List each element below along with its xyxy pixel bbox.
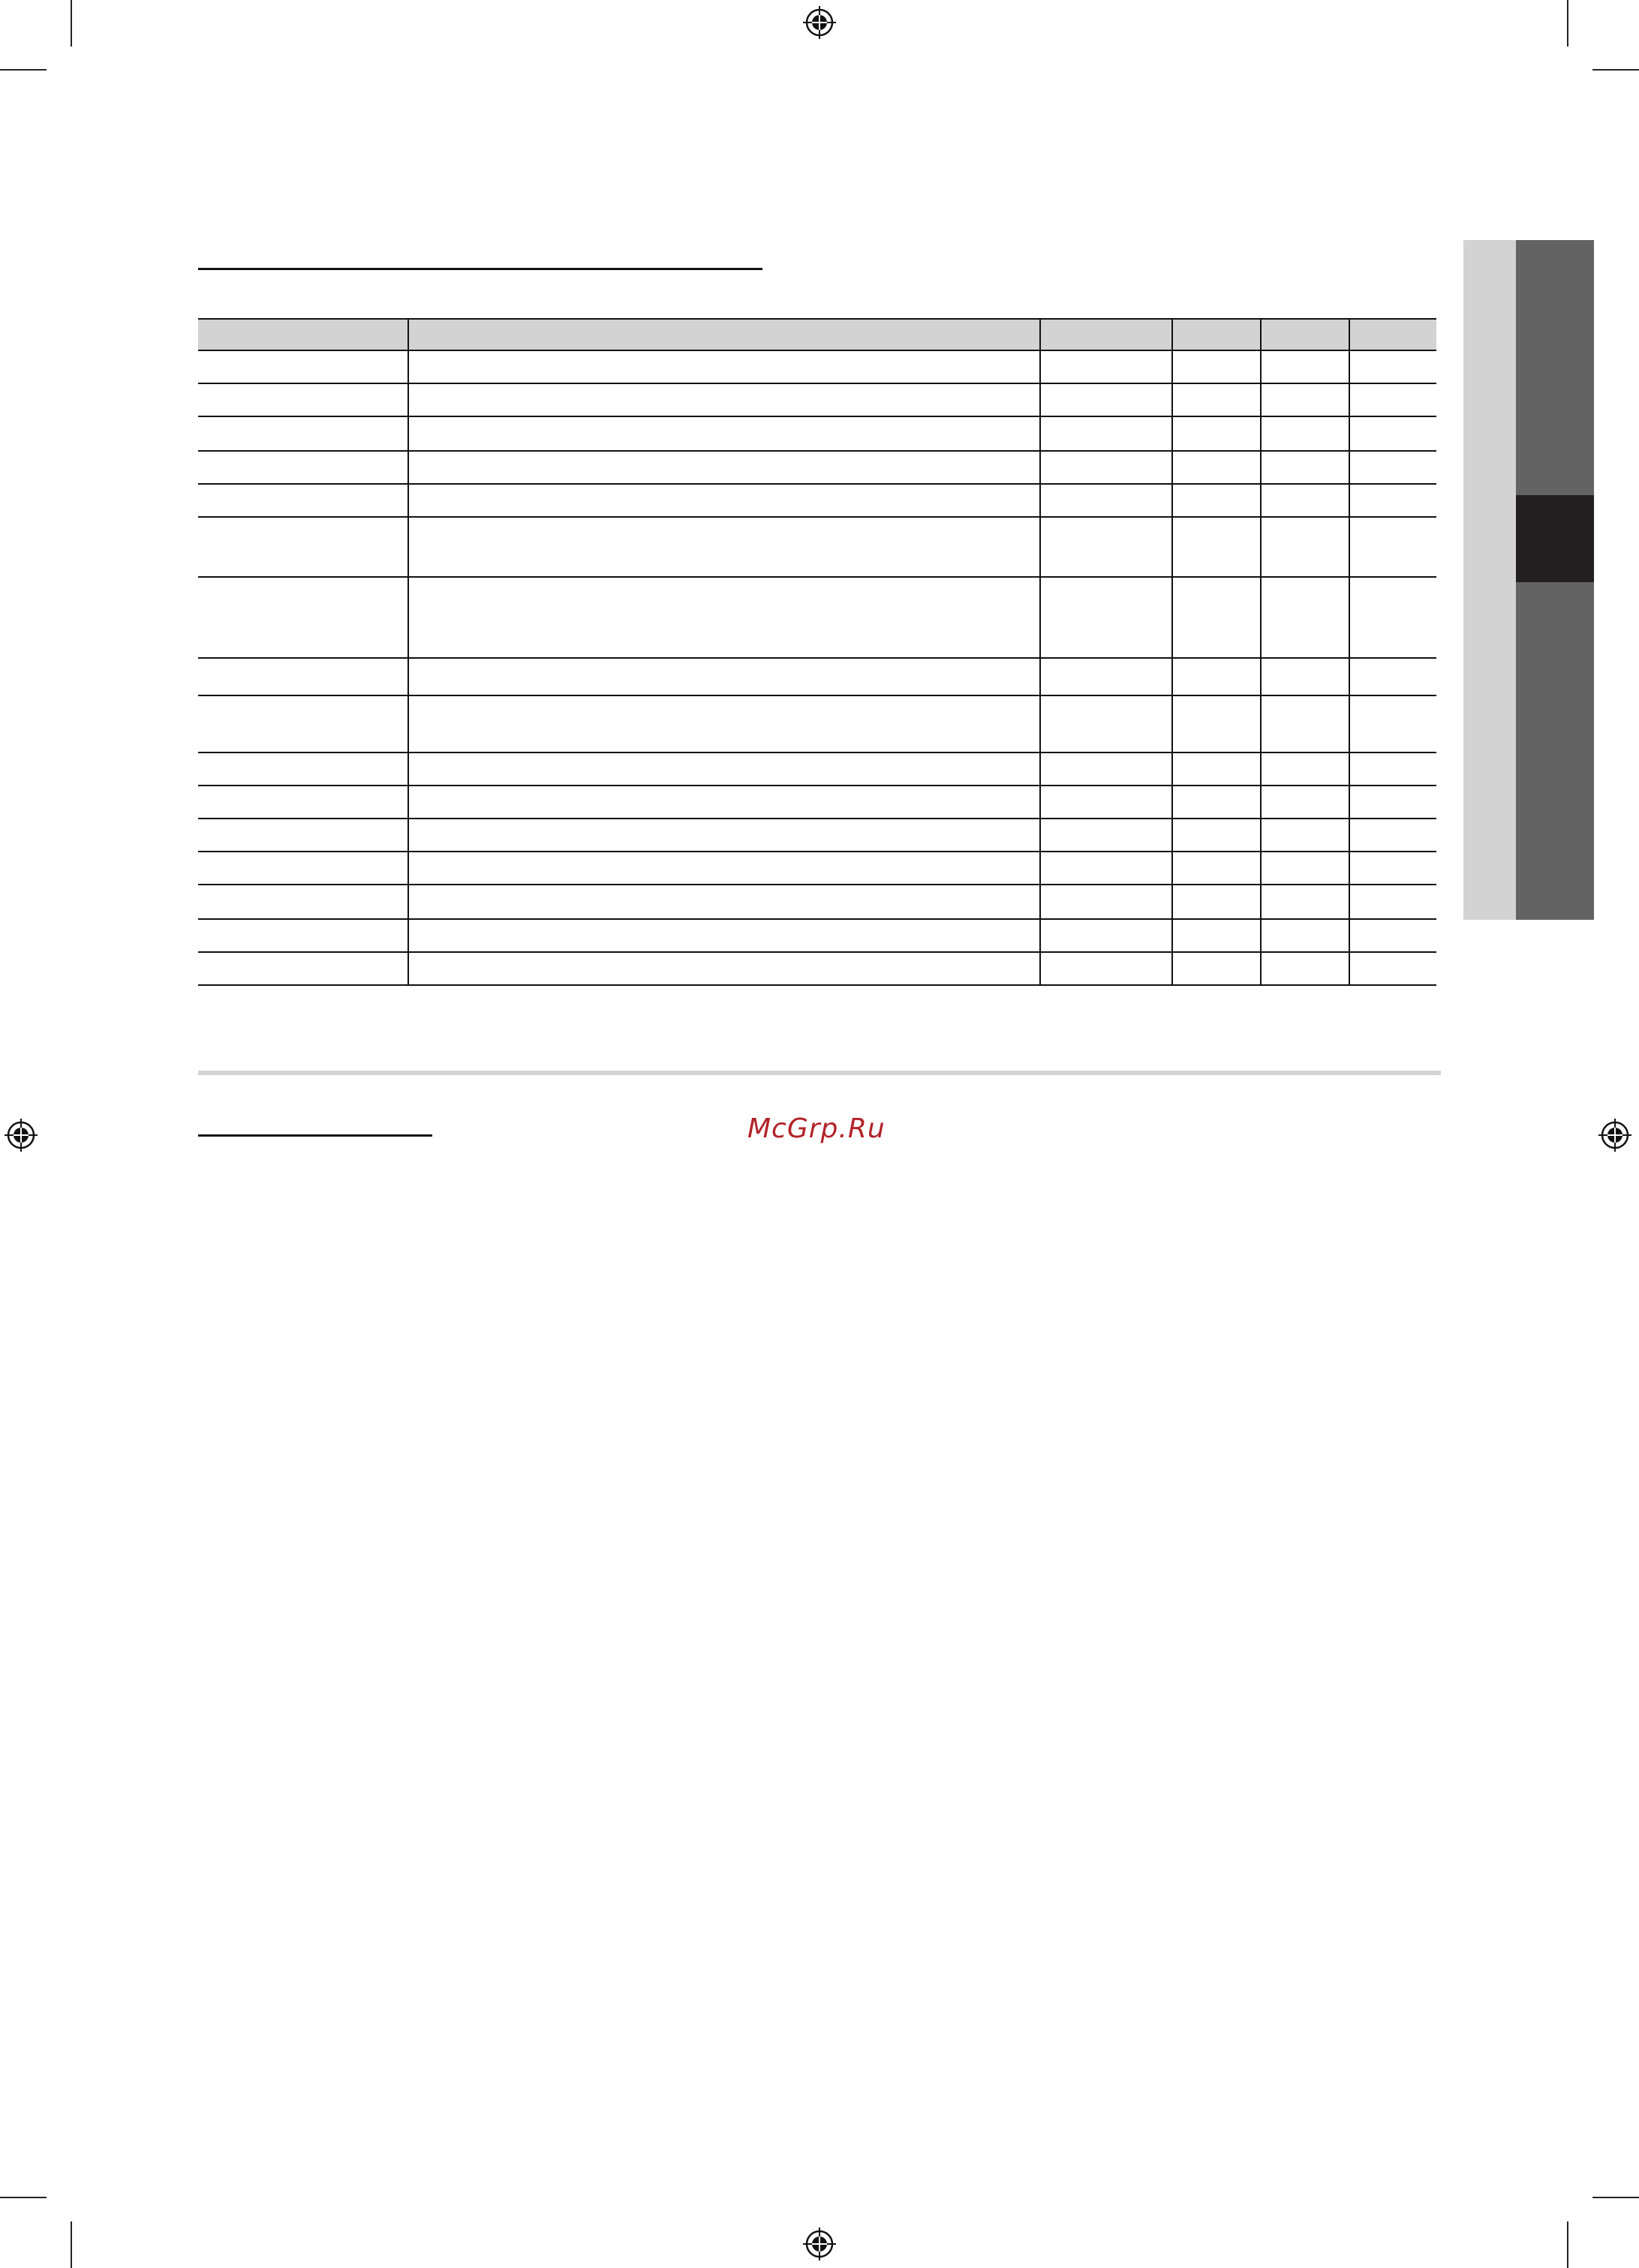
table-cell: [198, 484, 408, 517]
table-cell: [1172, 919, 1261, 952]
table-row: [198, 484, 1436, 517]
table-cell: [1349, 952, 1436, 985]
crop-mark-top-left-vertical: [71, 0, 72, 47]
table-cell: [1172, 383, 1261, 416]
table-row: [198, 383, 1436, 416]
table-cell: [1261, 919, 1349, 952]
table-cell: [198, 658, 408, 695]
table-cell: [1261, 885, 1349, 919]
table-cell: [1349, 852, 1436, 885]
table-cell: [1172, 658, 1261, 695]
table-cell: [1261, 577, 1349, 658]
table-cell: [198, 852, 408, 885]
table-header-cell: [198, 319, 408, 350]
table-cell: [1172, 885, 1261, 919]
table-row: [198, 885, 1436, 919]
table-cell: [1172, 517, 1261, 577]
table-cell: [1261, 852, 1349, 885]
table-header-row: [198, 319, 1436, 350]
table-cell: [408, 577, 1040, 658]
table-cell: [1261, 819, 1349, 852]
table-cell: [1261, 952, 1349, 985]
table-cell: [198, 577, 408, 658]
table-cell: [1349, 695, 1436, 752]
table-cell: [1261, 658, 1349, 695]
section-heading-rule-secondary: [198, 1134, 432, 1137]
table-cell: [1040, 577, 1172, 658]
crop-mark-bottom-right-horizontal: [1592, 2197, 1639, 2198]
table-cell: [408, 658, 1040, 695]
table-cell: [1349, 350, 1436, 383]
table-cell: [1040, 919, 1172, 952]
crop-mark-bottom-left-vertical: [71, 2221, 72, 2268]
table-cell: [198, 517, 408, 577]
table-cell: [408, 852, 1040, 885]
table-cell: [1349, 451, 1436, 484]
crop-mark-top-right-horizontal: [1592, 69, 1639, 71]
table-cell: [1040, 695, 1172, 752]
table-row: [198, 786, 1436, 819]
table-cell: [408, 819, 1040, 852]
table-cell: [198, 416, 408, 451]
table-cell: [408, 383, 1040, 416]
table-cell: [198, 752, 408, 786]
table-cell: [1172, 416, 1261, 451]
table-cell: [1040, 952, 1172, 985]
table-cell: [198, 819, 408, 852]
table-cell: [1040, 517, 1172, 577]
table-cell: [1040, 451, 1172, 484]
table-row: [198, 819, 1436, 852]
table-cell: [1172, 577, 1261, 658]
crop-mark-top-left-horizontal: [0, 69, 47, 71]
table-cell: [1172, 952, 1261, 985]
table-cell: [1040, 885, 1172, 919]
table-cell: [1261, 416, 1349, 451]
crop-mark-bottom-right-vertical: [1567, 2221, 1568, 2268]
table-cell: [1172, 484, 1261, 517]
table-cell: [1040, 350, 1172, 383]
table-header-cell: [1172, 319, 1261, 350]
table-cell: [1261, 383, 1349, 416]
table-cell: [1349, 658, 1436, 695]
table-cell: [1261, 350, 1349, 383]
table-cell: [1349, 383, 1436, 416]
table-header-cell: [1349, 319, 1436, 350]
table-cell: [1040, 786, 1172, 819]
table-cell: [1172, 350, 1261, 383]
table-cell: [408, 885, 1040, 919]
table-row: [198, 695, 1436, 752]
registration-mark-icon: [803, 6, 836, 39]
table-cell: [1349, 752, 1436, 786]
table-cell: [1349, 819, 1436, 852]
specification-table-container: [198, 318, 1436, 986]
table-cell: [1349, 885, 1436, 919]
table-row: [198, 517, 1436, 577]
table-row: [198, 919, 1436, 952]
table-header-cell: [408, 319, 1040, 350]
specification-table: [198, 318, 1436, 986]
table-cell: [1261, 484, 1349, 517]
table-cell: [1261, 752, 1349, 786]
table-cell: [1349, 577, 1436, 658]
chapter-tab-light: [1463, 240, 1516, 920]
table-cell: [1349, 919, 1436, 952]
table-cell: [1040, 383, 1172, 416]
table-cell: [408, 952, 1040, 985]
chapter-tab-active-marker: [1516, 495, 1594, 582]
table-cell: [198, 786, 408, 819]
table-cell: [408, 752, 1040, 786]
crop-mark-bottom-left-horizontal: [0, 2197, 47, 2198]
table-cell: [1172, 819, 1261, 852]
table-cell: [1172, 852, 1261, 885]
table-cell: [408, 484, 1040, 517]
table-row: [198, 350, 1436, 383]
table-cell: [1172, 786, 1261, 819]
table-cell: [1172, 695, 1261, 752]
registration-mark-icon: [803, 2227, 836, 2260]
table-cell: [1261, 451, 1349, 484]
table-row: [198, 577, 1436, 658]
table-cell: [1172, 752, 1261, 786]
table-header-cell: [1040, 319, 1172, 350]
table-row: [198, 451, 1436, 484]
table-cell: [198, 383, 408, 416]
registration-mark-icon: [1598, 1119, 1631, 1152]
table-cell: [198, 885, 408, 919]
table-cell: [1040, 752, 1172, 786]
crop-mark-top-right-vertical: [1567, 0, 1568, 47]
table-cell: [1261, 517, 1349, 577]
table-row: [198, 752, 1436, 786]
table-cell: [408, 695, 1040, 752]
table-header-cell: [1261, 319, 1349, 350]
table-row: [198, 658, 1436, 695]
table-cell: [1349, 786, 1436, 819]
table-cell: [1172, 451, 1261, 484]
table-cell: [1040, 819, 1172, 852]
table-cell: [408, 416, 1040, 451]
table-cell: [1040, 658, 1172, 695]
table-cell: [1040, 852, 1172, 885]
table-cell: [198, 919, 408, 952]
table-cell: [1349, 484, 1436, 517]
table-row: [198, 952, 1436, 985]
table-cell: [198, 695, 408, 752]
table-row: [198, 852, 1436, 885]
table-cell: [1349, 517, 1436, 577]
table-cell: [1261, 695, 1349, 752]
table-cell: [408, 919, 1040, 952]
table-cell: [198, 952, 408, 985]
table-cell: [1040, 484, 1172, 517]
table-cell: [1261, 786, 1349, 819]
registration-mark-icon: [5, 1119, 38, 1152]
section-heading-rule: [198, 268, 762, 270]
table-cell: [408, 451, 1040, 484]
table-cell: [408, 350, 1040, 383]
table-cell: [408, 517, 1040, 577]
table-cell: [1349, 416, 1436, 451]
table-cell: [198, 350, 408, 383]
table-cell: [408, 786, 1040, 819]
table-cell: [198, 451, 408, 484]
table-cell: [1040, 416, 1172, 451]
section-divider: [198, 1071, 1441, 1075]
table-row: [198, 416, 1436, 451]
watermark-text: McGrp.Ru: [747, 1113, 886, 1144]
